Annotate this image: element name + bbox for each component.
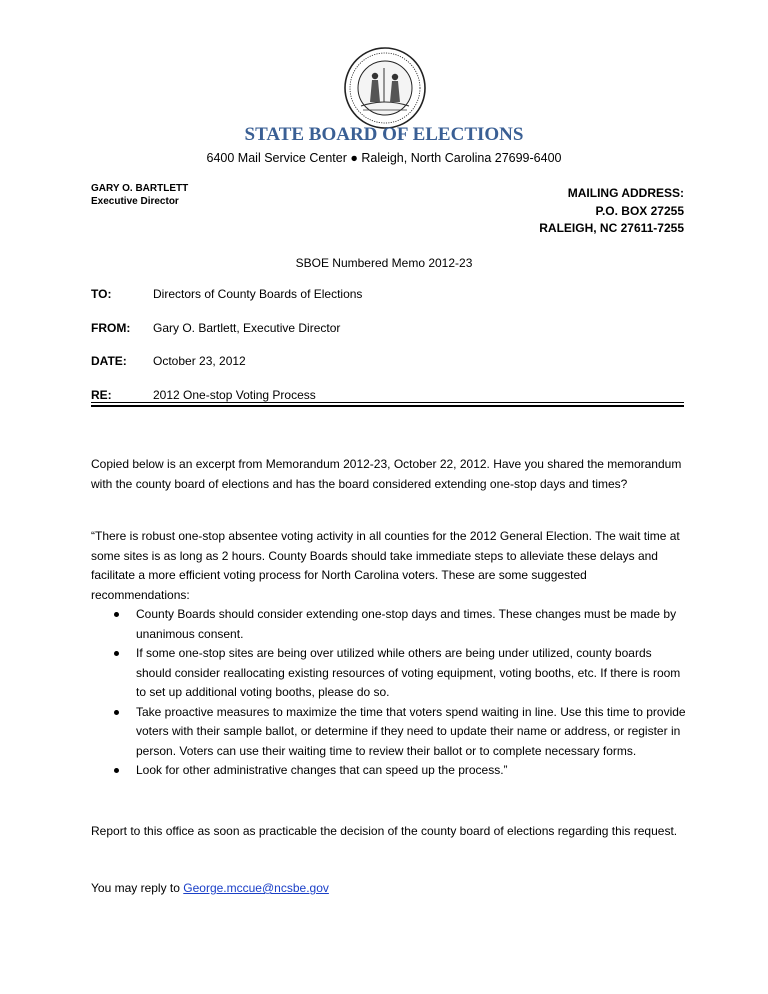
to-label: TO: xyxy=(91,287,112,301)
director-block xyxy=(91,182,188,208)
nc-state-seal-icon xyxy=(343,46,427,130)
reply-line xyxy=(91,879,687,899)
reply-prefix: You may reply to xyxy=(91,881,184,895)
quote-paragraph: “There is robust one-stop absentee voting activity in all counties for the 2012 General Election. The wait time at some sites is as long as 2 hours. County Boards should take immediate steps to alleviate these delays and facilitate a more efficient voting process for North Carolina voters. These are some suggested recommendations: xyxy=(91,529,680,602)
agency-address: 6400 Mail Service Center ● Raleigh, North Carolina 27699-6400 xyxy=(206,151,562,165)
report-paragraph: Report to this office as soon as practicable the decision of the county board of elections regarding this request. xyxy=(91,824,678,838)
reply-email-link[interactable]: George.mccue@ncsbe.gov xyxy=(183,881,329,895)
agency-name: STATE BOARD OF ELECTIONS xyxy=(244,124,524,145)
list-item: If some one-stop sites are being over utilized while others are being under utilized, county boards should consider reallocating existing resources of voting equipment, voting booths, etc. If there is room to set up additional voting booths, please do so. xyxy=(91,644,687,703)
header-divider-thin xyxy=(91,402,684,403)
director-name: GARY O. BARTLETT xyxy=(91,183,189,194)
to-value: Directors of County Boards of Elections xyxy=(153,287,363,301)
intro-paragraph: Copied below is an excerpt from Memorandum 2012-23, October 22, 2012. Have you shared the memorandum with the county board of elections and has the board considered extending one-stop days and times? xyxy=(91,457,682,491)
director-title: Executive Director xyxy=(91,196,179,207)
quoted-excerpt xyxy=(91,527,687,781)
header-divider-thick xyxy=(91,405,684,407)
date-label: DATE: xyxy=(91,354,127,368)
list-item: Look for other administrative changes that can speed up the process.” xyxy=(91,761,687,781)
memo-number: SBOE Numbered Memo 2012-23 xyxy=(295,256,473,270)
from-value: Gary O. Bartlett, Executive Director xyxy=(153,321,341,335)
from-label: FROM: xyxy=(91,321,131,335)
mailing-address-block xyxy=(539,185,684,238)
mailing-city: RALEIGH, NC 27611-7255 xyxy=(539,221,684,235)
mailing-box: P.O. BOX 27255 xyxy=(595,203,684,218)
recommendations-list xyxy=(91,605,687,781)
re-value: 2012 One-stop Voting Process xyxy=(153,388,316,402)
re-label: RE: xyxy=(91,388,112,402)
date-value: October 23, 2012 xyxy=(153,354,246,368)
list-item: County Boards should consider extending one-stop days and times. These changes must be made by unanimous consent. xyxy=(91,605,687,644)
list-item: Take proactive measures to maximize the time that voters spend waiting in line. Use this time to provide voters with their sample ballot, or determine if they need to update their name or address, or register in person. Voters can use their waiting time to review their ballot or to complete necessary forms. xyxy=(91,703,687,762)
mailing-label: MAILING ADDRESS: xyxy=(567,186,684,200)
